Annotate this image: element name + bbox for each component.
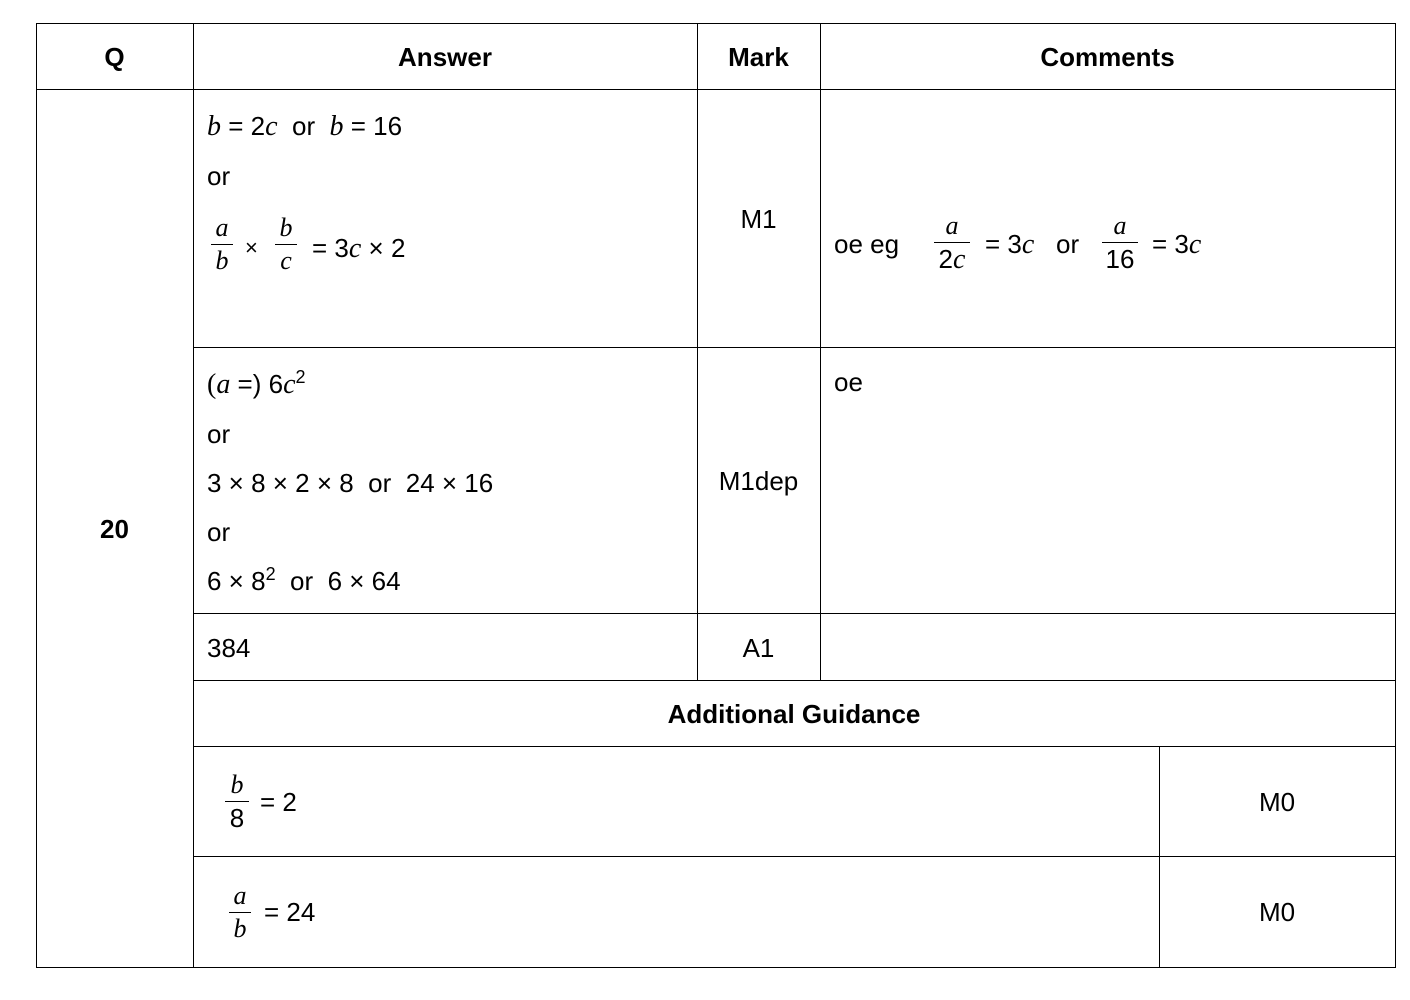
header-answer: Answer — [398, 42, 492, 72]
header-divider — [36, 89, 1396, 90]
guidance-item1-mark: M0 — [1258, 787, 1296, 817]
row1-fraction-a-over-b: a b — [211, 212, 233, 277]
table-border-bottom — [36, 967, 1396, 968]
row1-rhs: = 3c × 2 — [312, 233, 406, 264]
row-divider-2 — [193, 613, 1396, 614]
header-mark: Mark — [728, 42, 789, 72]
guidance-item1-fraction: b 8 — [225, 769, 249, 834]
row1-comment-equals-3c-b: = 3c — [1152, 229, 1202, 260]
table-border-top — [36, 23, 1396, 24]
row2-or-2: or — [207, 517, 231, 547]
row2-mark: M1dep — [718, 466, 799, 496]
row2-comment: oe — [834, 367, 863, 397]
row2-answer-line5: $6 \times 8^2$ or 6 × 64 — [207, 564, 401, 596]
row1-comment-fraction-a-over-2c: a 2c — [934, 210, 970, 276]
column-divider-mark — [820, 23, 821, 680]
row1-mark: M1 — [740, 204, 777, 234]
row1-answer-line1: b = 2c or b = 16 — [207, 111, 403, 142]
table-border-right — [1395, 23, 1396, 967]
row2-or-1: or — [207, 419, 231, 449]
guidance-item2-fraction: a b — [229, 880, 251, 945]
column-divider-q — [193, 23, 194, 967]
header-q: Q — [104, 42, 125, 72]
row1-or: or — [207, 161, 231, 191]
row1-comment-or: or — [1056, 229, 1080, 259]
table-border-left — [36, 23, 37, 967]
mark-scheme-table — [36, 23, 1396, 967]
row2-answer-line3: 3 × 8 × 2 × 8 or 24 × 16 — [207, 468, 494, 498]
guidance-divider-1 — [193, 746, 1396, 747]
header-comments: Comments — [1040, 42, 1175, 72]
question-number: 20 — [100, 514, 129, 544]
row-divider-3 — [193, 680, 1396, 681]
column-divider-answer — [697, 23, 698, 680]
row3-mark: A1 — [742, 633, 775, 663]
guidance-item2-equals: = 24 — [264, 897, 316, 927]
row-divider-1 — [193, 347, 1396, 348]
row1-comment-fraction-a-over-16: a 16 — [1102, 210, 1138, 275]
guidance-item2-mark: M0 — [1258, 897, 1296, 927]
guidance-divider-2 — [193, 856, 1396, 857]
guidance-column-divider — [1159, 746, 1160, 967]
row1-fraction-b-over-c: b c — [275, 212, 297, 277]
row1-comment-equals-3c-a: = 3c — [985, 229, 1035, 260]
row1-comment-oe-eg: oe eg — [834, 229, 900, 259]
row1-times-sign: × — [245, 235, 258, 260]
guidance-item1-equals: = 2 — [260, 787, 297, 817]
row3-answer: 384 — [207, 633, 251, 663]
guidance-title: Additional Guidance — [667, 699, 921, 729]
row2-answer-line1: (a =) $6c^2$ — [207, 367, 306, 400]
